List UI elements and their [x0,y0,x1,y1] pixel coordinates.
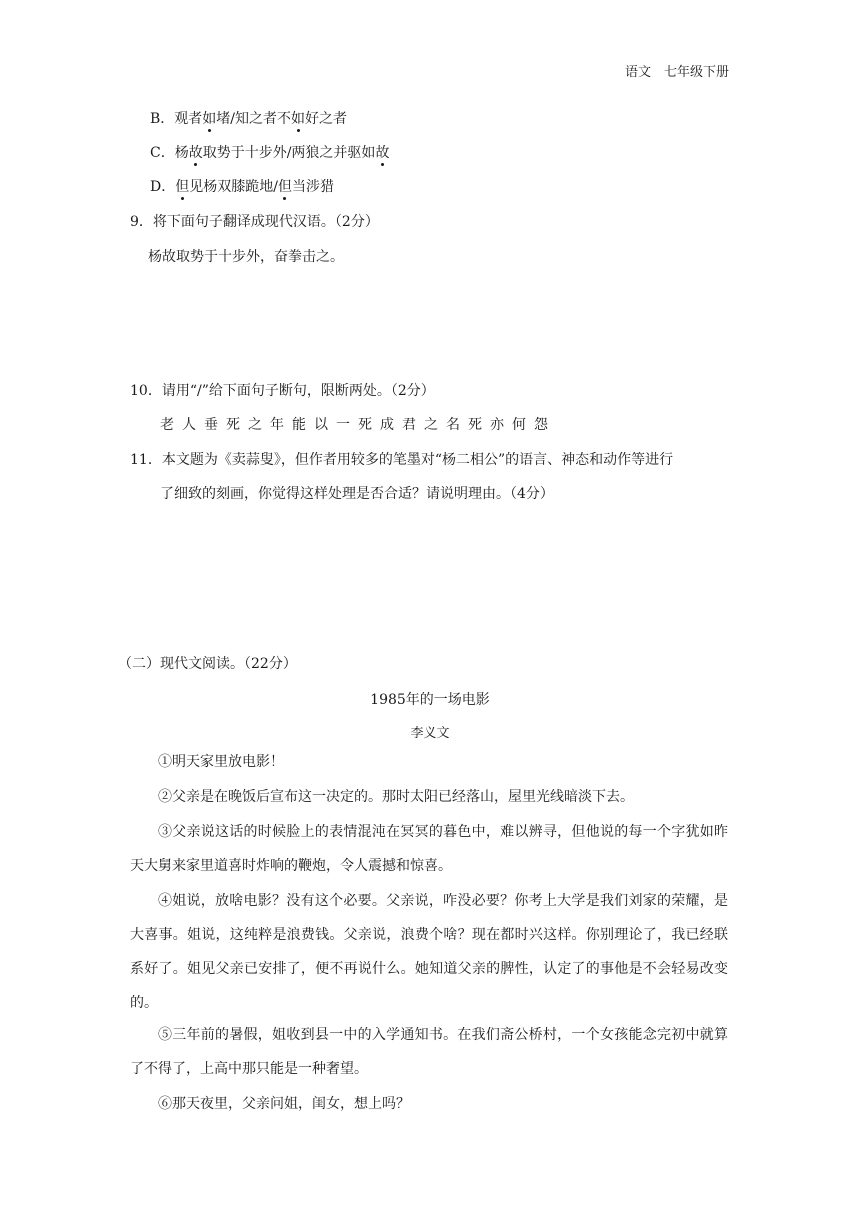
option-b-part1: B．观者 [150,111,203,127]
question-10: 10．请用“/”给下面句子断句，限断两处。（2分） [130,383,435,399]
paragraph-4: ④姐说，放啥电影？没有这个必要。父亲说，咋没必要？你考上大学是我们刘家的荣耀，是大喜事。姐说，这纯粹是浪费钱。父亲说，浪费个啥？现在都时兴这样。你别理论了，我已经联系好了。姐见父亲已安排了，便不再说什么。她知道父亲的脾性，认定了的事他是不会轻易改变的。 [130,893,728,1011]
paragraph-6: ⑥那天夜里，父亲问姐，闺女，想上吗？ [158,1096,410,1112]
option-b-marked-char1: 如 [202,111,217,127]
question-9-sentence: 杨故取势于十步外，奋拳击之。 [148,249,344,265]
page-header: 语文 七年级下册 [625,65,730,80]
option-d-part3: 当涉猎 [291,179,334,195]
option-c-part2: 取势于十步外/两狼之并驱如 [202,145,376,161]
option-d-marked-char2: 但 [277,179,292,195]
option-d [150,178,334,196]
option-b [150,110,347,128]
option-b-marked-char2: 如 [291,111,306,127]
question-11-line2: 了细致的刻画，你觉得这样处理是否合适？请说明理由。（4分） [160,486,554,502]
paragraph-5: ⑤三年前的暑假，姐收到县一中的入学通知书。在我们斋公桥村，一个女孩能念完初中就算了不得了，上高中那只能是一种奢望。 [130,1027,728,1077]
option-b-part3: 好之者 [305,111,348,127]
question-9: 9．将下面句子翻译成现代汉语。（2分） [130,214,379,230]
option-d-part1: D． [150,179,176,195]
option-c-marked-char2: 故 [375,145,390,161]
option-b-part2: 堵/知之者不 [216,111,292,127]
article-title: 1985年的一场电影 [370,692,490,708]
paragraph-2: ②父亲是在晚饭后宣布这一决定的。那时太阳已经落山，屋里光线暗淡下去。 [158,789,634,805]
question-11-line1: 11．本文题为《卖蒜叟》，但作者用较多的笔墨对“杨二相公”的语言、神态和动作等进行 [130,452,674,468]
paragraph-1: ①明天家里放电影！ [158,754,284,770]
article-author: 李义文 [410,726,450,741]
option-d-marked-char1: 但 [175,179,190,195]
option-c-part1: C．杨 [150,145,189,161]
question-10-sentence: 老人垂死之年能以一死成君之名死亦何怨 [160,417,556,433]
paragraph-3: ③父亲说这话的时候脸上的表情混沌在冥冥的暮色中，难以辨寻，但他说的每一个字犹如昨天大舅来家里道喜时炸响的鞭炮，令人震撼和惊喜。 [130,824,728,874]
option-c [150,144,389,162]
option-d-part2: 见杨双膝跪地/ [189,179,278,195]
option-c-marked-char1: 故 [188,145,203,161]
section-heading: （二）现代文阅读。（22分） [118,656,297,672]
